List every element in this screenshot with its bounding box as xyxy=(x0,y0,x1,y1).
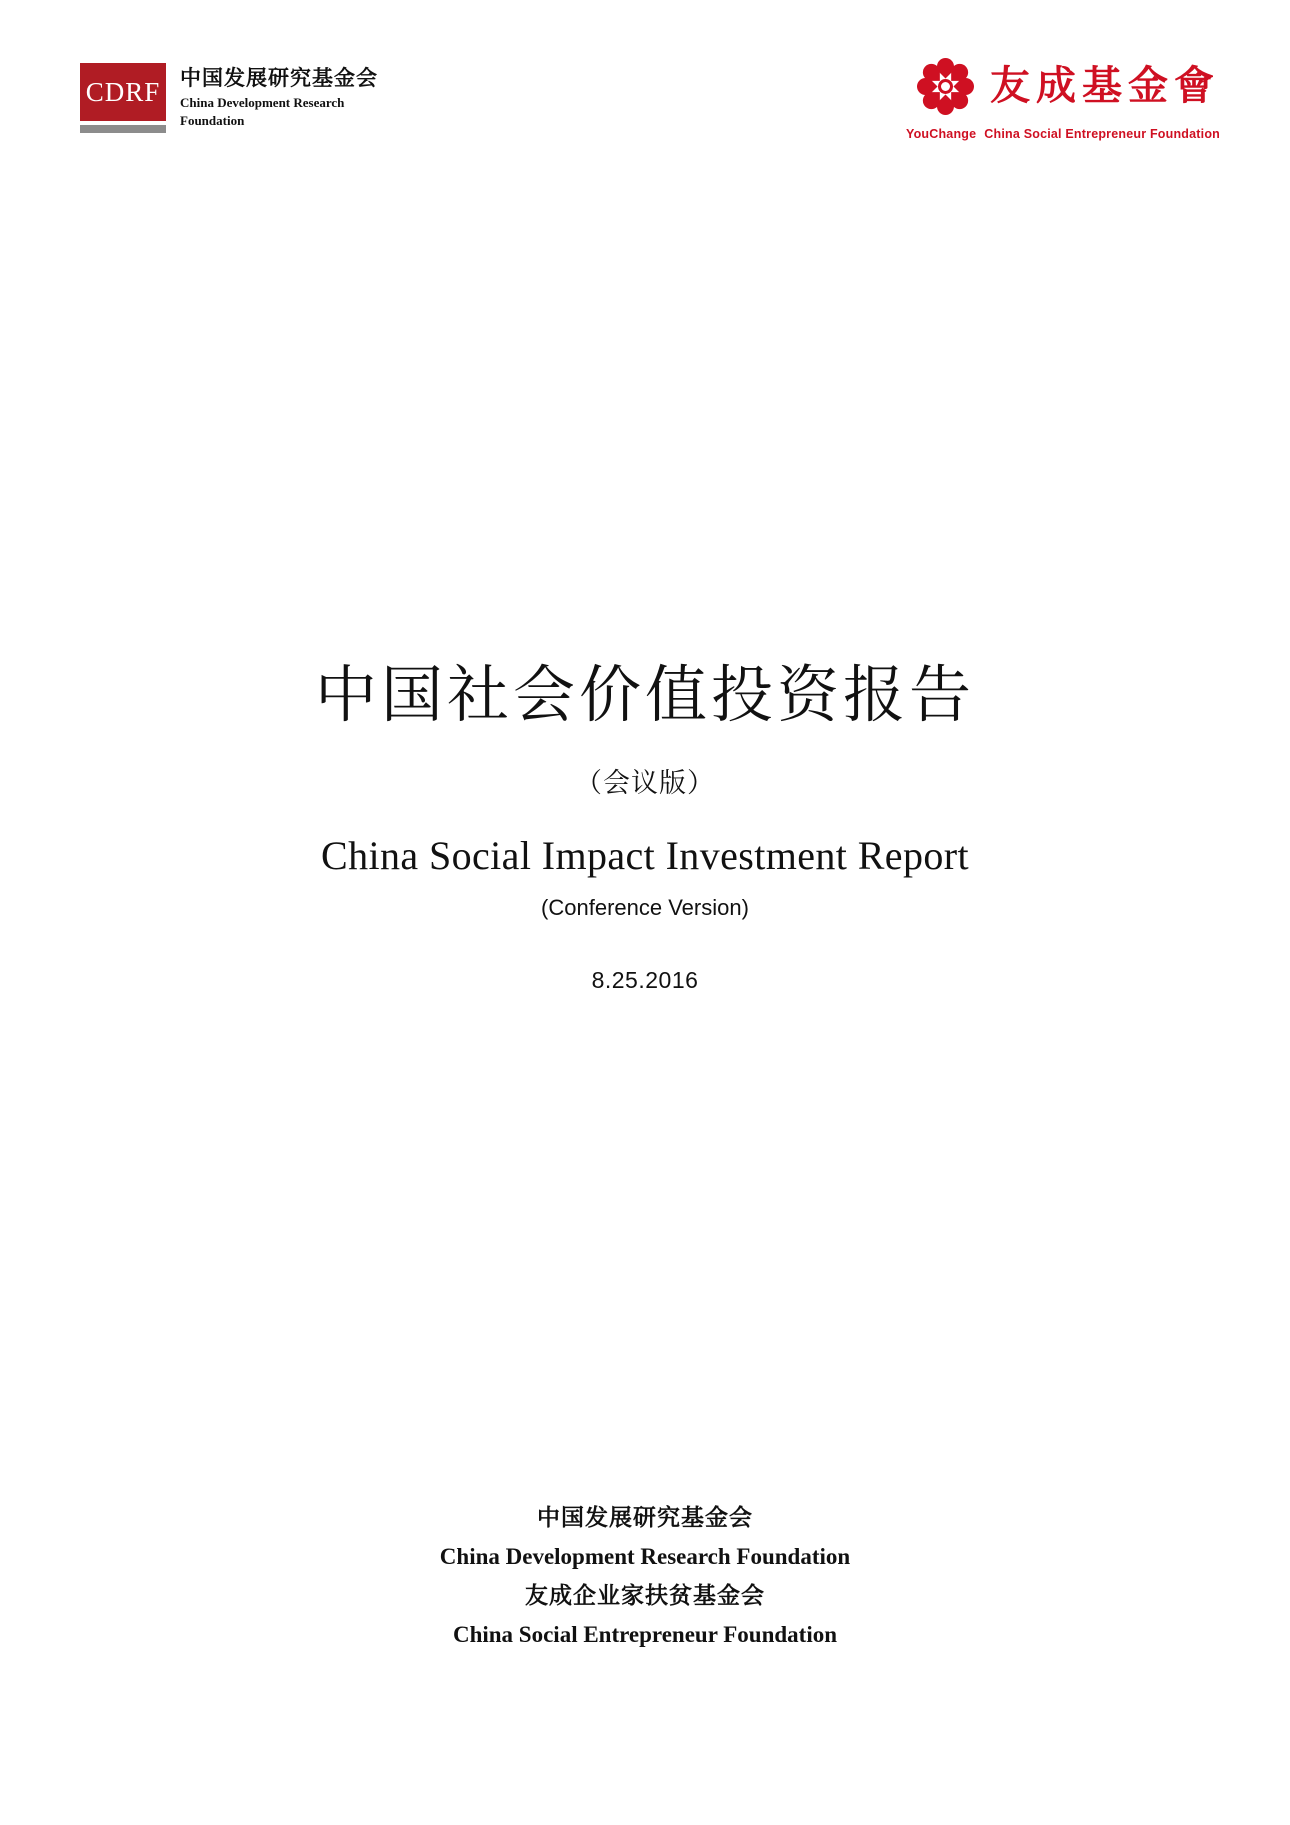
page-title-en: China Social Impact Investment Report xyxy=(321,833,969,879)
flower-icon xyxy=(914,55,976,117)
youchange-logo-name-en-full: China Social Entrepreneur Foundation xyxy=(984,127,1220,141)
document-date: 8.25.2016 xyxy=(591,967,699,994)
youchange-logo-name-en-brand: YouChange xyxy=(905,127,977,141)
organization-name: China Social Entrepreneur Foundation xyxy=(452,1622,838,1648)
organization-block xyxy=(0,1498,1290,1654)
youchange-logo xyxy=(906,55,1220,141)
cdrf-logo-underbar xyxy=(80,125,166,133)
youchange-logo-name-cn: 友成基金會 xyxy=(990,63,1220,108)
cdrf-logo-name-en: China Development Research Foundation xyxy=(180,95,345,128)
cdrf-logo-mark: CDRF xyxy=(80,63,166,121)
page-subtitle-cn: （会议版） xyxy=(575,768,715,799)
cdrf-logo-name-cn: 中国发展研究基金会 xyxy=(180,66,378,90)
youchange-logo-top xyxy=(906,55,1220,117)
organization-name: 中国发展研究基金会 xyxy=(537,1504,753,1530)
cdrf-logo xyxy=(80,63,378,129)
logo-row xyxy=(0,55,1290,175)
youchange-logo-name-en xyxy=(906,127,1220,141)
page-subtitle-en: (Conference Version) xyxy=(541,895,749,921)
page-title-cn: 中国社会价值投资报告 xyxy=(314,661,975,730)
organization-name: 友成企业家扶贫基金会 xyxy=(525,1582,765,1609)
organization-name: China Development Research Foundation xyxy=(439,1544,851,1570)
cdrf-logo-text xyxy=(180,65,378,129)
title-block xyxy=(0,660,1290,994)
